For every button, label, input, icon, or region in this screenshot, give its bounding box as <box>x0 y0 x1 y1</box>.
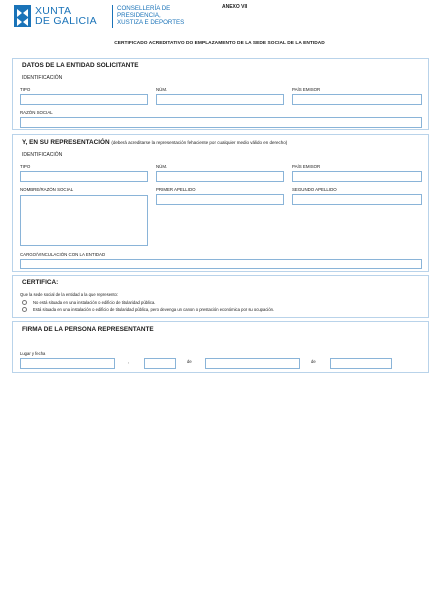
rep-type-field[interactable] <box>20 171 148 182</box>
entity-section <box>12 58 429 130</box>
entity-company-field[interactable] <box>20 117 422 128</box>
option2-radio[interactable] <box>22 307 27 312</box>
entity-num-label: NÚM. <box>156 87 168 92</box>
signature-section-title: FIRMA DE LA PERSONA REPRESENTANTE <box>22 326 154 333</box>
rep-surname2-field[interactable] <box>292 194 422 205</box>
option2-label: Está situada en una instalación o edificio de titularidad pública, pero devenga un canon o prestación económica por su ocupación. <box>33 307 275 312</box>
signature-section <box>12 321 429 373</box>
entity-identification-label: IDENTIFICACIÓN <box>22 75 63 81</box>
entity-country-field[interactable] <box>292 94 422 105</box>
annex-label: ANEXO VII <box>222 4 248 10</box>
rep-num-label: NÚM. <box>156 164 168 169</box>
representative-note: (deberá acreditarse la representación fehaciente por cualquier medio válido en derecho) <box>111 140 288 145</box>
certify-intro: Que la sede social de la entidad a la que represento: <box>20 292 119 297</box>
place-field[interactable] <box>20 358 115 369</box>
certify-section <box>12 275 429 318</box>
certify-section-title: CERTIFICA: <box>22 279 59 286</box>
rep-name-label: NOMBRE/RAZÓN SOCIAL <box>20 187 74 192</box>
comma-separator: , <box>128 359 130 364</box>
representative-section <box>12 134 429 272</box>
de-label-2: de <box>311 359 316 364</box>
option1-label: No está situada en una instalación o edificio de titularidad pública. <box>33 300 156 305</box>
rep-num-field[interactable] <box>156 171 284 182</box>
year-field[interactable] <box>330 358 392 369</box>
entity-num-field[interactable] <box>156 94 284 105</box>
rep-surname2-label: SEGUNDO APELLIDO <box>292 187 337 192</box>
rep-surname1-label: PRIMER APELLIDO <box>156 187 196 192</box>
entity-section-title: DATOS DE LA ENTIDAD SOLICITANTE <box>22 62 139 69</box>
document-title: CERTIFICADO ACREDITATIVO DO EMPLAZAMENTO DE LA SEDE SOCIAL DE LA ENTIDAD <box>114 41 325 46</box>
xunta-logo <box>14 5 185 29</box>
day-field[interactable] <box>144 358 176 369</box>
rep-country-field[interactable] <box>292 171 422 182</box>
rep-country-label: PAÍS EMISOR <box>292 164 321 169</box>
department-name: CONSELLERÍA DE PRESIDENCIA, XUSTIZA E DEPORTES <box>117 5 185 26</box>
logo-name: XUNTA DE GALICIA <box>35 5 97 27</box>
logo-separator <box>112 5 113 28</box>
rep-position-field[interactable] <box>20 259 422 269</box>
entity-country-label: PAÍS EMISOR <box>292 87 321 92</box>
galicia-emblem-icon <box>14 5 31 27</box>
entity-type-label: TIPO <box>20 87 31 92</box>
rep-surname1-field[interactable] <box>156 194 284 205</box>
month-field[interactable] <box>205 358 300 369</box>
rep-name-field[interactable] <box>20 195 148 246</box>
representative-section-title: Y, EN SU REPRESENTACIÓN (deberá acreditarse la representación fehaciente por cualquier medio válido en derecho) <box>22 139 288 146</box>
entity-company-label: RAZÓN SOCIAL <box>20 110 53 115</box>
option1-radio[interactable] <box>22 300 27 305</box>
rep-type-label: TIPO <box>20 164 31 169</box>
representative-identification-label: IDENTIFICACIÓN <box>22 152 63 158</box>
place-date-label: Lugar y fecha <box>20 351 46 356</box>
entity-type-field[interactable] <box>20 94 148 105</box>
rep-position-label: CARGO/VINCULACIÓN CON LA ENTIDAD <box>20 252 106 257</box>
de-label-1: de <box>187 359 192 364</box>
